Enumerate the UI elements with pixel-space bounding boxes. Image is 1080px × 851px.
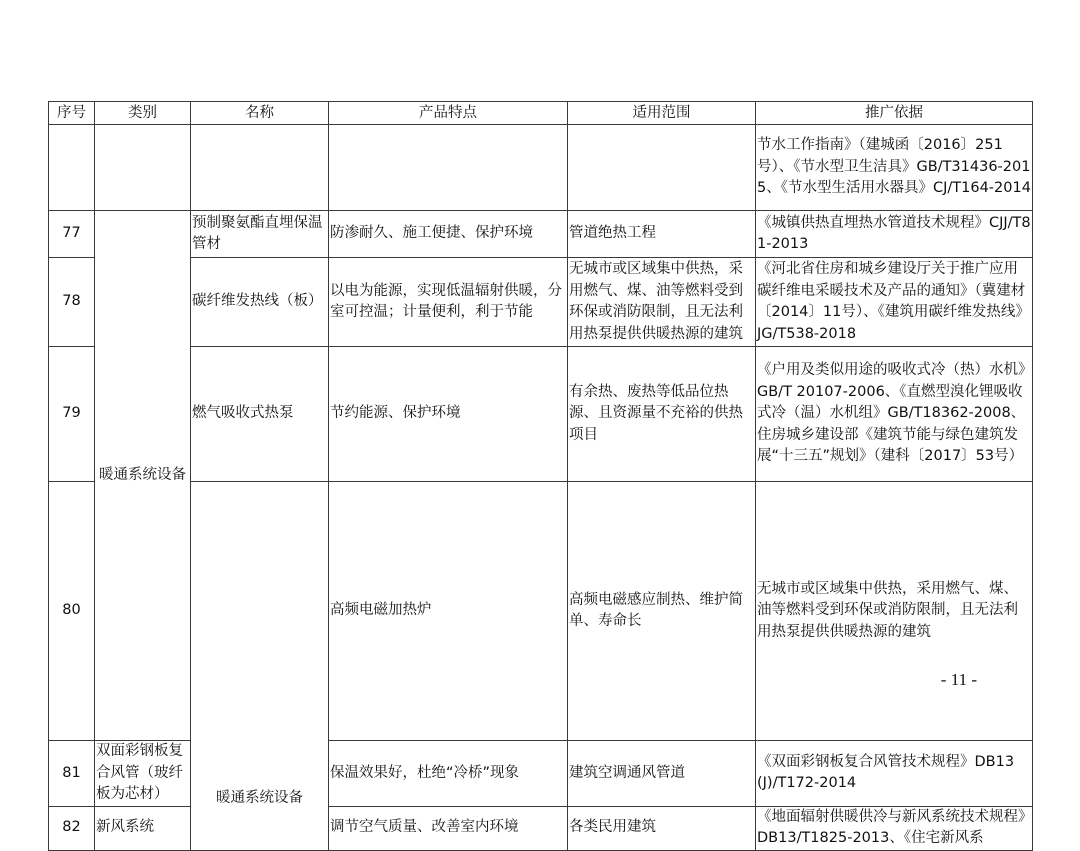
row-category	[95, 125, 191, 211]
row-scope: 各类民用建筑	[568, 806, 756, 850]
row-scope: 管道绝热工程	[568, 211, 756, 258]
row-index: 81	[49, 741, 95, 807]
row-index: 80	[49, 482, 95, 741]
table-row	[49, 258, 1033, 347]
row-name: 双面彩钢板复合风管（玻纤板为芯材）	[95, 741, 191, 807]
table-row	[49, 211, 1033, 258]
row-scope	[568, 258, 756, 347]
row-scope	[756, 482, 1033, 741]
header-name: 名称	[191, 102, 329, 125]
row-name: 预制聚氨酯直埋保温管材	[191, 211, 329, 258]
row-index: 82	[49, 806, 95, 850]
row-features: 以电为能源，实现低温辐射供暖，分室可控温；计量便利，利于节能	[329, 258, 568, 347]
table-row	[49, 482, 1033, 741]
row-scope-text: 无城市或区域集中供热，采用燃气、煤、油等燃料受到环保或消防限制，且无法利用热泵提供供暖热源的建筑	[757, 580, 1018, 640]
row-basis: 《地面辐射供暖供冷与新风系统技术规程》DB13/T1825-2013、《住宅新风系	[756, 806, 1033, 850]
product-table	[48, 101, 1033, 851]
row-name	[191, 125, 329, 211]
row-index	[49, 125, 95, 211]
header-features: 产品特点	[329, 102, 568, 125]
row-index: 78	[49, 258, 95, 347]
row-basis: 《双面彩钢板复合风管技术规程》DB13(J)/T172-2014	[756, 741, 1033, 807]
row-name: 碳纤维发热线（板）	[191, 258, 329, 347]
row-basis: 《河北省住房和城乡建设厅关于推广应用碳纤维电采暖技术及产品的通知》（冀建材〔2014〕11号）、《建筑用碳纤维发热线》JG/T538-2018	[756, 258, 1033, 347]
row-features: 防渗耐久、施工便捷、保护环境	[329, 211, 568, 258]
row-category-text: 暖通系统设备	[216, 790, 303, 806]
row-basis: 《户用及类似用途的吸收式冷（热）水机》GB/T 20107-2006、《直燃型溴化锂吸收式冷（温）水机组》GB/T18362-2008、住房城乡建设部《建筑节能与绿色建筑发展“十三五”规划》（建科〔2017〕53号）	[756, 347, 1033, 482]
row-features: 调节空气质量、改善室内环境	[329, 806, 568, 850]
row-name: 高频电磁加热炉	[329, 482, 568, 741]
row-name: 燃气吸收式热泵	[191, 347, 329, 482]
header-basis: 推广依据	[756, 102, 1033, 125]
row-scope: 有余热、废热等低品位热源、且资源量不充裕的供热项目	[568, 347, 756, 482]
row-category: 暖通系统设备	[95, 211, 191, 741]
page-number: - 11 -	[940, 670, 977, 689]
header-category: 类别	[95, 102, 191, 125]
header-scope: 适用范围	[568, 102, 756, 125]
table-row	[49, 125, 1033, 211]
row-index: 79	[49, 347, 95, 482]
row-features: 高频电磁感应制热、维护简单、寿命长	[568, 482, 756, 741]
table-header-row	[49, 102, 1033, 125]
table-row	[49, 347, 1033, 482]
row-category	[191, 482, 329, 851]
row-scope-text: 无城市或区域集中供热，采用燃气、煤、油等燃料受到环保或消防限制，且无法利用热泵提供供暖热源的建筑	[569, 261, 743, 342]
row-features: 保温效果好，杜绝“冷桥”现象	[329, 741, 568, 807]
row-features	[329, 125, 568, 211]
row-scope	[568, 125, 756, 211]
row-scope: 建筑空调通风管道	[568, 741, 756, 807]
row-index: 77	[49, 211, 95, 258]
header-index: 序号	[49, 102, 95, 125]
row-basis: 《城镇供热直埋热水管道技术规程》CJJ/T81-2013	[756, 211, 1033, 258]
row-basis: 节水工作指南》（建城函〔2016〕251号）、《节水型卫生洁具》GB/T31436-2015、《节水型生活用水器具》CJ/T164-2014	[756, 125, 1033, 211]
row-features: 节约能源、保护环境	[329, 347, 568, 482]
row-name: 新风系统	[95, 806, 191, 850]
